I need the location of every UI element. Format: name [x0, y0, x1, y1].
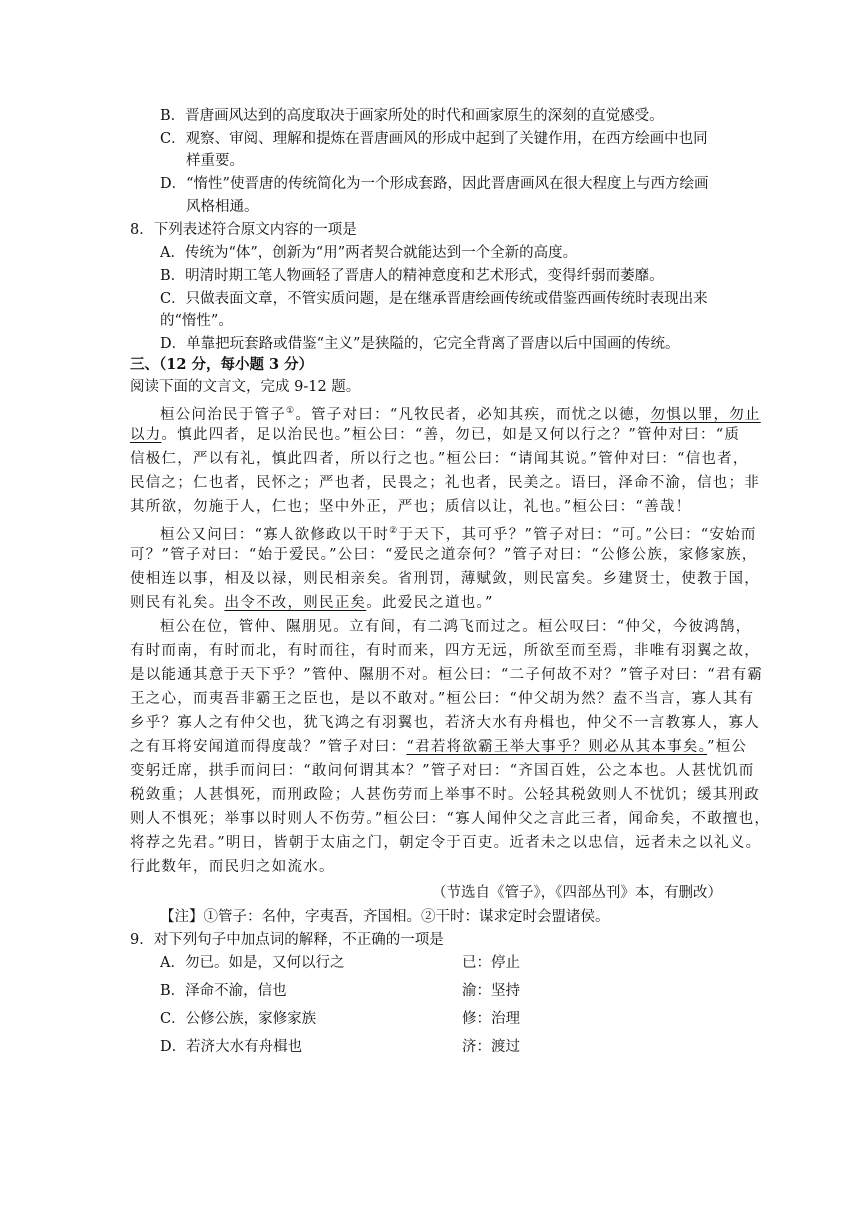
passage-p2-line4: 则民有礼矣。出令不改，则民正矣。此爱民之道也。”	[130, 595, 494, 611]
passage-p2-line1: 桓公又问曰：“寡人欲修政以干时②于天下，其可乎？”管子对曰：“可。”公曰：“安始而	[160, 526, 757, 543]
passage-p1-line5: 其所欲，勿施于人，仁也；坚中外正，严也；质信以让，礼也。”桓公曰：“善哉！	[130, 499, 692, 515]
passage-p3-line4: 王之心，而夷吾非霸王之臣也，是以不敢对。”桓公曰：“仲父胡为然？盍不当言，寡人其有	[130, 691, 755, 707]
q7-option-c-line1: C．观察、审阅、理解和提炼在晋唐画风的形成中起到了关键作用，在西方绘画中也同	[160, 131, 708, 147]
underlined-phrase: 出令不改，则民正矣	[224, 595, 367, 611]
section-heading: 三、（12 分，每小题 3 分）	[130, 356, 314, 373]
section-instruction: 阅读下面的文言文，完成 9-12 题。	[130, 379, 361, 395]
passage-p2-line2: 可？”管子对曰：“始于爱民。”公曰：“爱民之道奈何？”管子对曰：“公修公族，家修家族，	[130, 547, 758, 563]
q7-option-d-line1: D．“惰性”使晋唐的传统简化为一个形成套路，因此晋唐画风在很大程度上与西方绘画	[160, 176, 709, 192]
q9-option-c-gloss: 修：治理	[462, 1011, 520, 1027]
q8-option-c-line2: 的“惰性”。	[160, 313, 233, 329]
q9-option-b-sentence: B．泽命不渝，信也	[160, 983, 287, 999]
passage-p1-line3: 信极仁，严以有礼，慎此四者，所以行之也。”桓公曰：“请闻其说。”管仲对曰：“信也者，	[130, 451, 749, 467]
q8-option-c-line1: C．只做表面文章，不管实质问题，是在继承晋唐绘画传统或借鉴西画传统时表现出来	[160, 291, 708, 307]
q8-option-a: A．传统为“体”，创新为“用”两者契合就能达到一个全新的高度。	[160, 245, 578, 261]
q7-option-d-line2: 风格相通。	[186, 199, 259, 215]
passage-p1-line1: 桓公问治民于管子①。管子对曰：“凡牧民者，必知其疾，而忧之以德，勿惧以罪，勿止	[160, 406, 761, 423]
footnote-marker-1: ①	[286, 406, 296, 416]
underlined-sentence: “君若将欲霸王举大事乎？则必从其本事矣。	[406, 739, 708, 755]
underlined-phrase: 勿惧以罪，勿止	[650, 406, 761, 423]
q9-option-d-sentence: D．若济大水有舟楫也	[160, 1039, 303, 1055]
passage-p3-line3: 是以能通其意于天下乎？”管仲、隰朋不对。桓公曰：“二子何故不对？”管子对曰：“君有霸	[130, 667, 764, 683]
q8-stem: 8．下列表述符合原文内容的一项是	[130, 222, 357, 238]
passage-note: 【注】①管子：名仲，字夷吾，齐国相。②干时：谋求定时会盟诸侯。	[160, 909, 610, 925]
passage-p1-line2: 以力。慎此四者，足以治民也。”桓公曰：“善，勿已，如是又何以行之？”管仲对曰：“质	[130, 427, 741, 443]
passage-p1-line4: 民信之；仁也者，民怀之；严也者，民畏之；礼也者，民美之。语曰，泽命不渝，信也；非	[130, 475, 760, 491]
q9-option-a-gloss: 已：停止	[462, 955, 520, 971]
passage-p3-line10: 将荐之先君。”明日，皆朝于太庙之门，朝定令于百吏。近者未之以忠信，远者未之以礼义。	[130, 835, 762, 851]
passage-p3-line7: 变躬迁席，拱手而问曰：“敢问何谓其本？”管子对曰：“齐国百姓，公之本也。人甚忧饥而	[130, 763, 755, 779]
q9-option-d-gloss: 济：渡过	[462, 1039, 520, 1055]
q8-option-b: B．明清时期工笔人物画轻了晋唐人的精神意度和艺术形式，变得纤弱而萎靡。	[160, 268, 664, 284]
q9-option-c-sentence: C．公修公族，家修家族	[160, 1011, 317, 1027]
q9-stem: 9．对下列句子中加点词的解释，不正确的一项是	[130, 932, 444, 948]
q9-option-a-sentence: A．勿已。如是，又何以行之	[160, 955, 345, 971]
footnote-marker-2: ②	[389, 526, 399, 536]
passage-p3-line2: 有时而南，有时而北，有时而往，有时而来，四方无远，所欲至而至焉，非唯有羽翼之故，	[130, 643, 760, 659]
q8-option-d: D．单靠把玩套路或借鉴“主义”是狭隘的，它完全背离了晋唐以后中国画的传统。	[160, 336, 680, 352]
passage-p3-line11: 行此数年，而民归之如流水。	[130, 859, 335, 875]
passage-source: （节选自《管子》，《四部丛刊》本，有删改）	[432, 885, 722, 901]
q7-option-b: B．晋唐画风达到的高度取决于画家所处的时代和画家原生的深刻的直觉感受。	[160, 108, 664, 124]
passage-p3-line9: 则人不惧死；举事以时则人不伤劳。”桓公曰：“寡人闻仲父之言此三者，闻命矣，不敢擅也，	[130, 811, 771, 827]
passage-p3-line1: 桓公在位，管仲、隰朋见。立有间，有二鸿飞而过之。桓公叹曰：“仲父，今彼鸿鹄，	[160, 619, 752, 635]
q7-option-c-line2: 样重要。	[186, 153, 244, 169]
passage-p3-line6: 之有耳将安闻道而得度哉？”管子对曰：“君若将欲霸王举大事乎？则必从其本事矣。”桓公	[130, 739, 748, 755]
passage-p2-line3: 使相连以事，相及以禄，则民相亲矣。省刑罚，薄赋敛，则民富矣。乡建贤士，使教于国，	[130, 571, 760, 587]
passage-p3-line8: 税敛重；人甚惧死，而刑政险；人甚伤劳而上举事不时。公轻其税敛则人不忧饥；缓其刑政	[130, 787, 760, 803]
passage-p3-line5: 乡乎？寡人之有仲父也，犹飞鸿之有羽翼也，若济大水有舟楫也，仲父不一言教寡人，寡人	[130, 715, 760, 731]
underlined-phrase: 以力	[130, 427, 162, 443]
q9-option-b-gloss: 渝：坚持	[462, 983, 520, 999]
